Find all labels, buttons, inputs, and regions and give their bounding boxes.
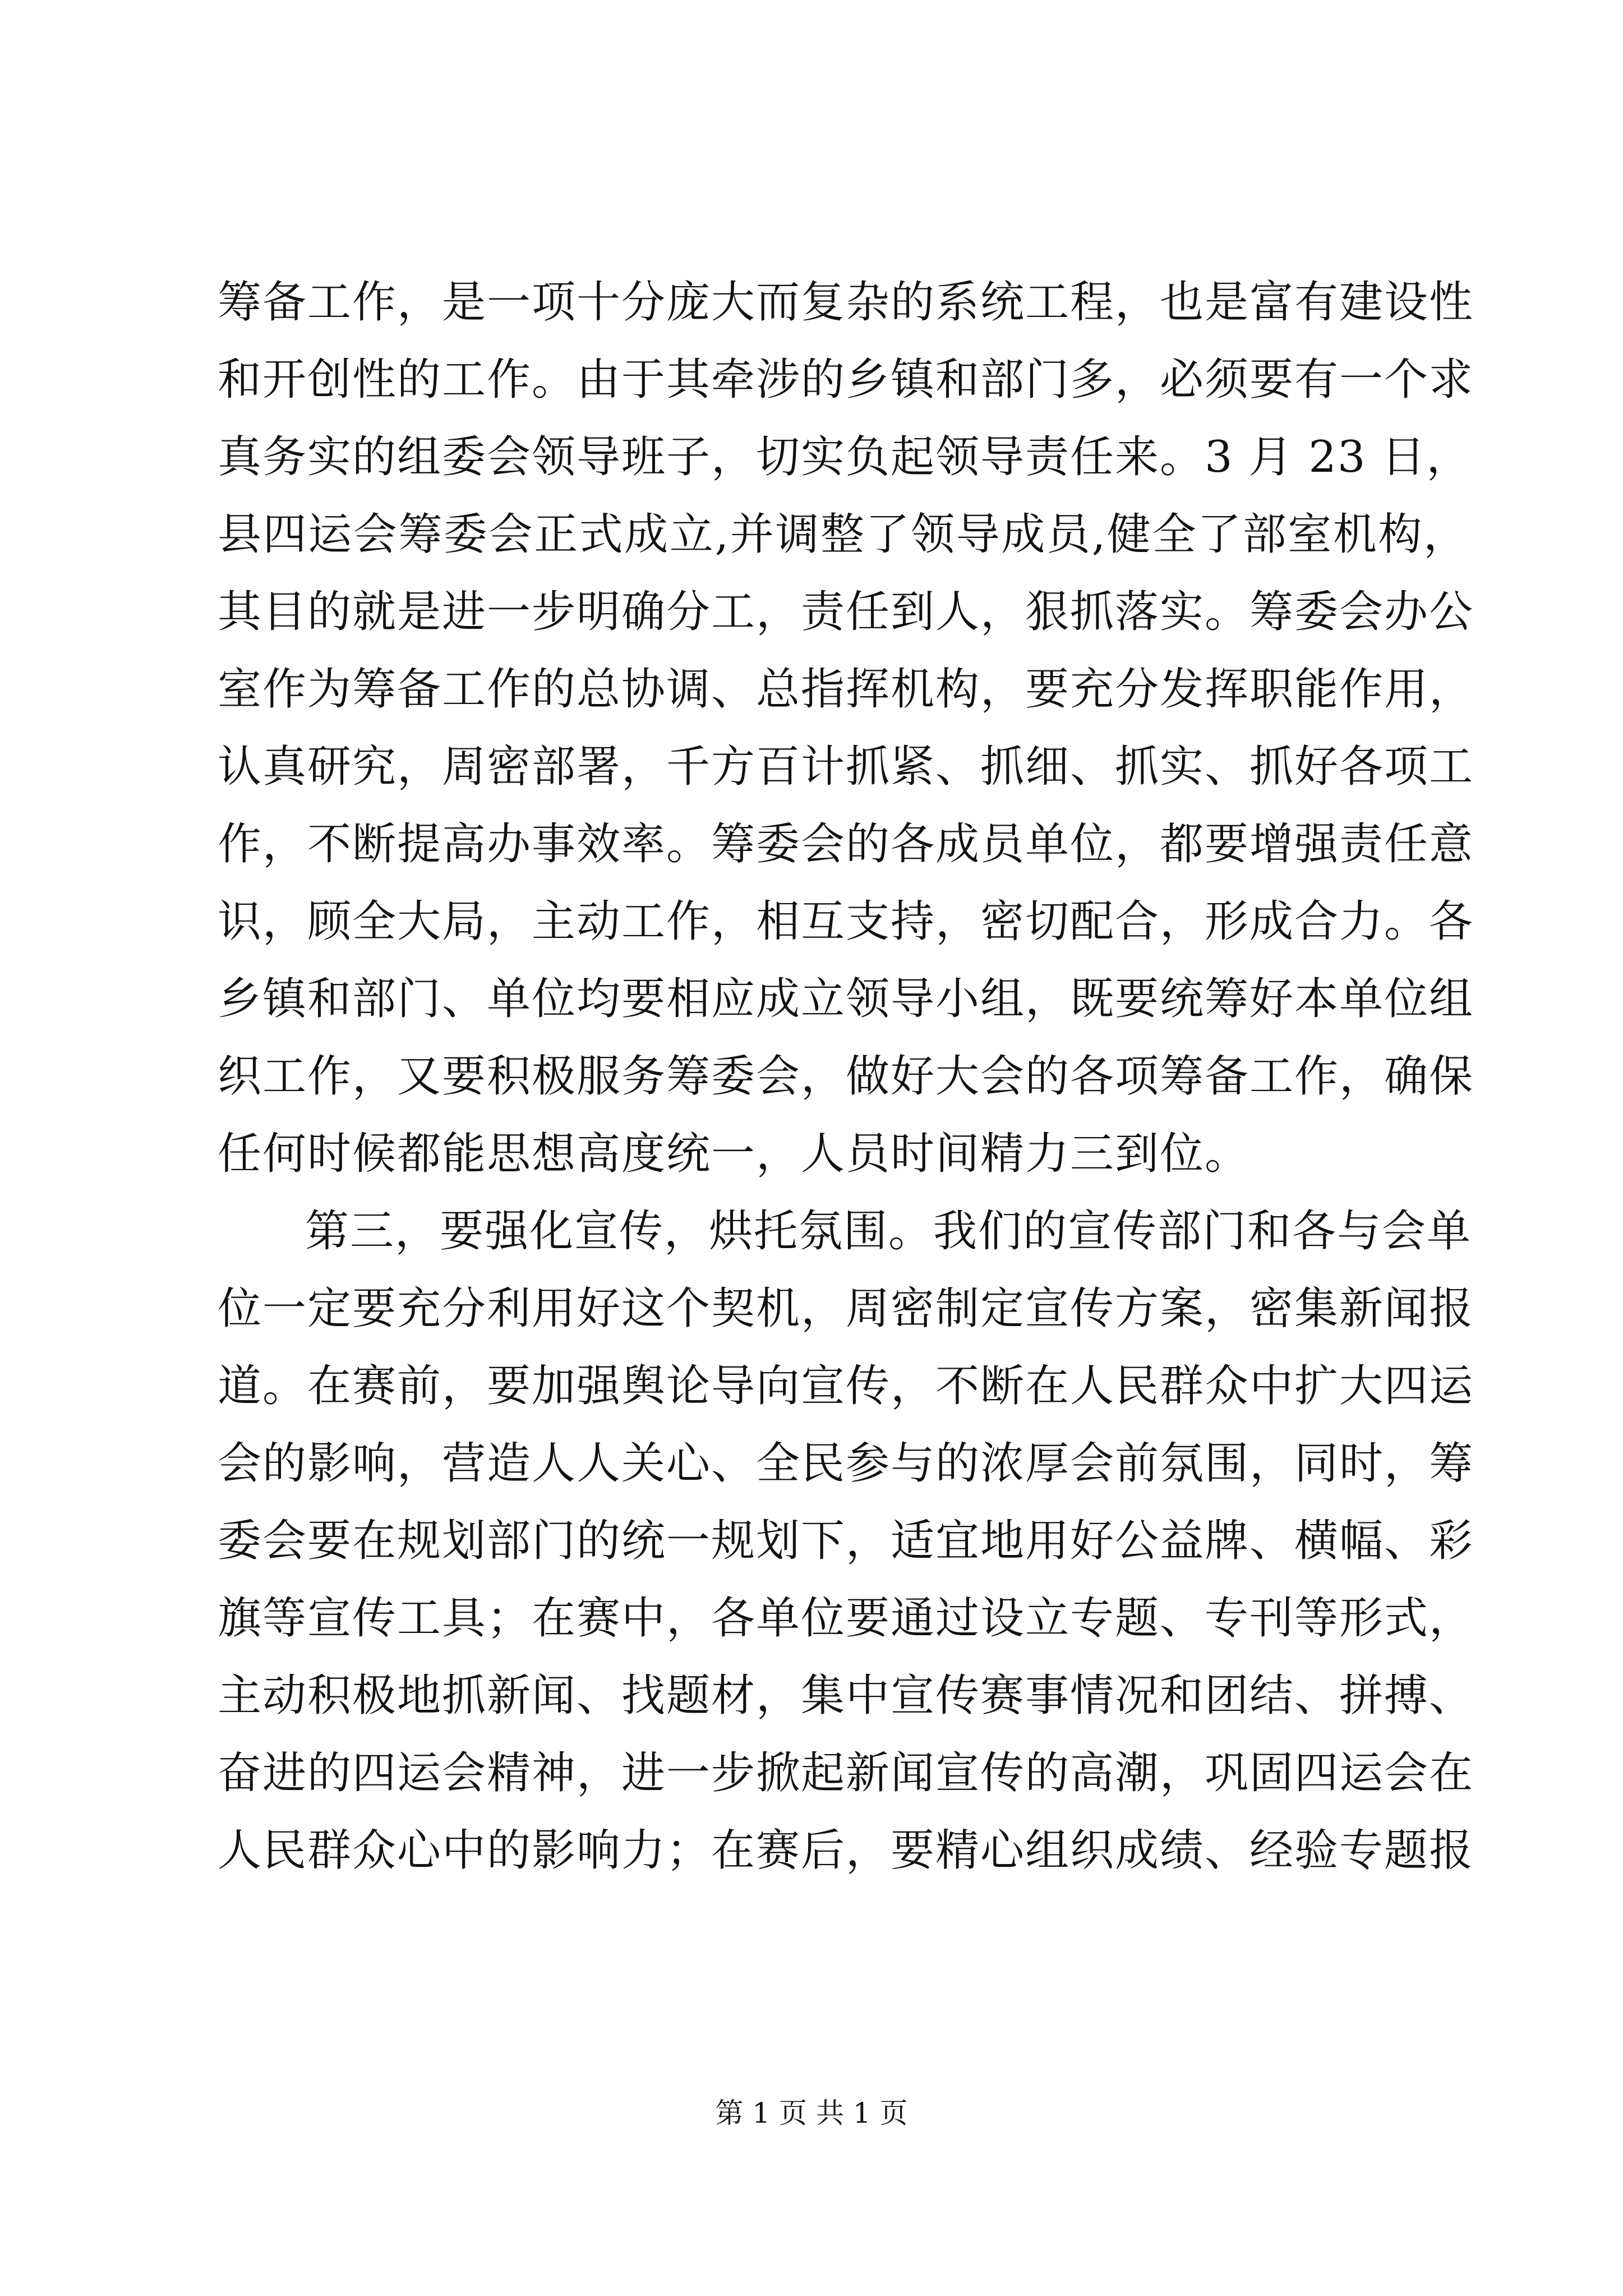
text-line: 织工作，又要积极服务筹委会，做好大会的各项筹备工作，确保: [218, 1051, 1474, 1102]
text-line: 作，不断提高办事效率。筹委会的各成员单位，都要增强责任意: [218, 819, 1474, 869]
text-line: 奋进的四运会精神，进一步掀起新闻宣传的高潮，巩固四运会在: [218, 1748, 1474, 1798]
text-line: 旗等宣传工具；在赛中，各单位要通过设立专题、专刊等形式，: [218, 1593, 1474, 1644]
text-line: 识，顾全大局，主动工作，相互支持，密切配合，形成合力。各: [218, 896, 1474, 947]
page-number-footer: 第 1 页 共 1 页: [715, 2097, 908, 2129]
text-line: 位一定要充分利用好这个契机，周密制定宣传方案，密集新闻报: [218, 1283, 1474, 1334]
text-line: 和开创性的工作。由于其牵涉的乡镇和部门多，必须要有一个求: [218, 355, 1474, 405]
paragraph-start-line: 第三，要强化宣传，烘托氛围。我们的宣传部门和各与会单: [305, 1206, 1472, 1257]
text-line: 认真研究，周密部署，千方百计抓紧、抓细、抓实、抓好各项工: [218, 742, 1474, 792]
text-line: 乡镇和部门、单位均要相应成立领导小组，既要统筹好本单位组: [218, 974, 1474, 1024]
text-line: 任何时候都能思想高度统一，人员时间精力三到位。: [218, 1129, 1250, 1179]
text-line: 室作为筹备工作的总协调、总指挥机构，要充分发挥职能作用，: [218, 664, 1474, 715]
document-body: [218, 264, 1474, 1889]
text-line: 真务实的组委会领导班子，切实负起领导责任来。3 月 23 日，: [218, 432, 1472, 482]
text-line: 会的影响，营造人人关心、全民参与的浓厚会前氛围，同时，筹: [218, 1438, 1474, 1489]
text-line: 其目的就是进一步明确分工，责任到人，狠抓落实。筹委会办公: [218, 587, 1474, 637]
text-line: 县四运会筹委会正式成立,并调整了领导成员,健全了部室机构，: [218, 509, 1468, 560]
text-line: 筹备工作，是一项十分庞大而复杂的系统工程，也是富有建设性: [218, 277, 1474, 328]
text-line: 人民群众心中的影响力；在赛后，要精心组织成绩、经验专题报: [218, 1825, 1474, 1876]
text-line: 委会要在规划部门的统一规划下，适宜地用好公益牌、横幅、彩: [218, 1516, 1474, 1566]
text-line: 主动积极地抓新闻、找题材，集中宣传赛事情况和团结、拼搏、: [218, 1671, 1474, 1721]
text-line: 道。在赛前，要加强舆论导向宣传，不断在人民群众中扩大四运: [218, 1361, 1474, 1411]
